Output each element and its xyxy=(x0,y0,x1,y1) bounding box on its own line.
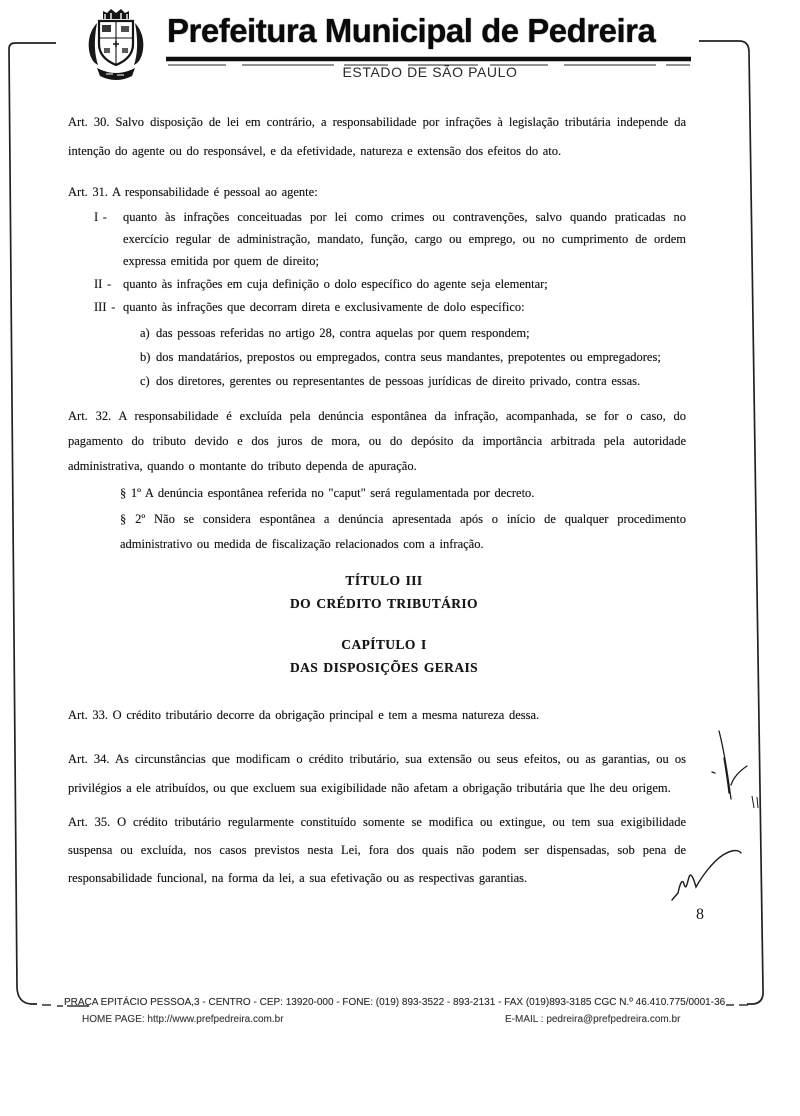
footer-homepage-label: HOME PAGE: xyxy=(82,1014,145,1025)
frame-left-border xyxy=(9,43,56,1004)
list-marker: II - xyxy=(94,277,112,291)
frame-right-border xyxy=(699,41,763,1004)
heading-line: DAS DISPOSIÇÕES GERAIS xyxy=(289,660,479,675)
paragraph-art-34: Art. 34. As circunstâncias que modificam o crédito tributário, sua extensão ou seus efeitos, ou as garantias, ou os privilégios a ele atribuídos, ou que excluem sua exigibilidade não afetam a obrigação tributária que lhe deu origem. xyxy=(68,752,686,795)
paragraph-art-32: Art. 32. A responsabilidade é excluída pela denúncia espontânea da infração, acompanhada, se for o caso, do pagamento do tributo devido e dos juros de mora, ou do depósito da importância arbitrada pela autoridade administrativa, quando o montante do tributo dependa de apuração. xyxy=(68,409,686,473)
header-subtitle: ESTADO DE SÃO PAULO xyxy=(342,64,518,80)
list-marker: I - xyxy=(94,210,107,224)
heading-line: CAPÍTULO I xyxy=(341,637,427,652)
page-title: Prefeitura Municipal de Pedreira xyxy=(167,12,656,49)
paragraph-art-35: Art. 35. O crédito tributário regularmente constituído somente se modifica ou extingue, ou tem sua exigibilidade suspensa ou excluída, nos casos previstos nesta Lei, fora dos quais não podem ser dispensadas, sob pena de responsabilidade funcional, na forma da lei, a sua efetivação ou as respectivas garantias. xyxy=(68,815,686,885)
section-heading-capitulo-1 xyxy=(68,633,686,679)
section-heading-titulo-3 xyxy=(68,569,686,615)
list-item-text: quanto às infrações que decorram direta e exclusivamente de dolo específico: xyxy=(123,300,525,314)
coat-of-arms-icon xyxy=(84,4,148,86)
list-item-text: dos diretores, gerentes ou representantes de pessoas jurídicas de direito privado, contra essas. xyxy=(156,374,641,388)
list-item-letter-c xyxy=(68,370,686,392)
footer-address-line: PRAÇA EPITÁCIO PESSOA,3 - CENTRO - CEP: 13920-000 - FONE: (019) 893-3522 - 893-2131 - FAX (019)893-3185 CGC N.º 46.410.775/0001-36 xyxy=(64,997,726,1008)
paragraph-art-31: Art. 31. A responsabilidade é pessoal ao agente: xyxy=(68,185,318,199)
footer-homepage xyxy=(82,1014,284,1025)
heading-line: DO CRÉDITO TRIBUTÁRIO xyxy=(290,596,478,611)
list-item-text: das pessoas referidas no artigo 28, contra aquelas por quem respondem; xyxy=(156,326,530,340)
footer-homepage-url: http://www.prefpedreira.com.br xyxy=(147,1014,284,1025)
paragraph-art-30: Art. 30. Salvo disposição de lei em contrário, a responsabilidade por infrações à legislação tributária independe da intenção do agente ou do responsável, e da efetividade, natureza e extensão dos efeitos do ato. xyxy=(68,115,686,158)
list-item-roman-2 xyxy=(68,273,686,295)
handwritten-mark xyxy=(712,731,747,799)
handwritten-ticks xyxy=(752,796,758,808)
list-marker: III - xyxy=(94,300,116,314)
list-marker: c) xyxy=(140,374,150,388)
heading-line: TÍTULO III xyxy=(345,573,423,588)
paragraph-art-33: Art. 33. O crédito tributário decorre da obrigação principal e tem a mesma natureza dessa. xyxy=(68,708,540,722)
list-item-letter-b xyxy=(68,346,686,368)
list-marker: a) xyxy=(140,326,150,340)
list-item-roman-3 xyxy=(68,296,686,318)
page-number: 8 xyxy=(696,906,704,923)
list-item-text: quanto às infrações conceituadas por lei como crimes ou contravenções, salvo quando praticadas no exercício regular de administração, mandato, função, cargo ou emprego, ou no cumprimento de ordem expressa emitida por quem de direito; xyxy=(123,210,686,268)
footer-email xyxy=(505,1014,680,1025)
list-item-letter-a xyxy=(68,322,686,344)
footer-email-label: E-MAIL : xyxy=(505,1014,544,1025)
list-item-text: quanto às infrações em cuja definição o dolo específico do agente seja elementar; xyxy=(123,277,548,291)
document-body xyxy=(68,108,686,892)
list-item-roman-1 xyxy=(68,206,686,272)
paragraph-art-32-s2: § 2º Não se considera espontânea a denúncia apresentada após o início de qualquer procedimento administrativo ou medida de fiscalização relacionados com a infração. xyxy=(120,512,686,551)
list-item-text: dos mandatários, prepostos ou empregados, contra seus mandantes, prepotentes ou empregadores; xyxy=(156,350,661,364)
footer-email-value: pedreira@prefpedreira.com.br xyxy=(546,1014,681,1025)
paragraph-art-32-s1: § 1º A denúncia espontânea referida no "caput" será regulamentada por decreto. xyxy=(120,486,535,500)
list-marker: b) xyxy=(140,350,151,364)
